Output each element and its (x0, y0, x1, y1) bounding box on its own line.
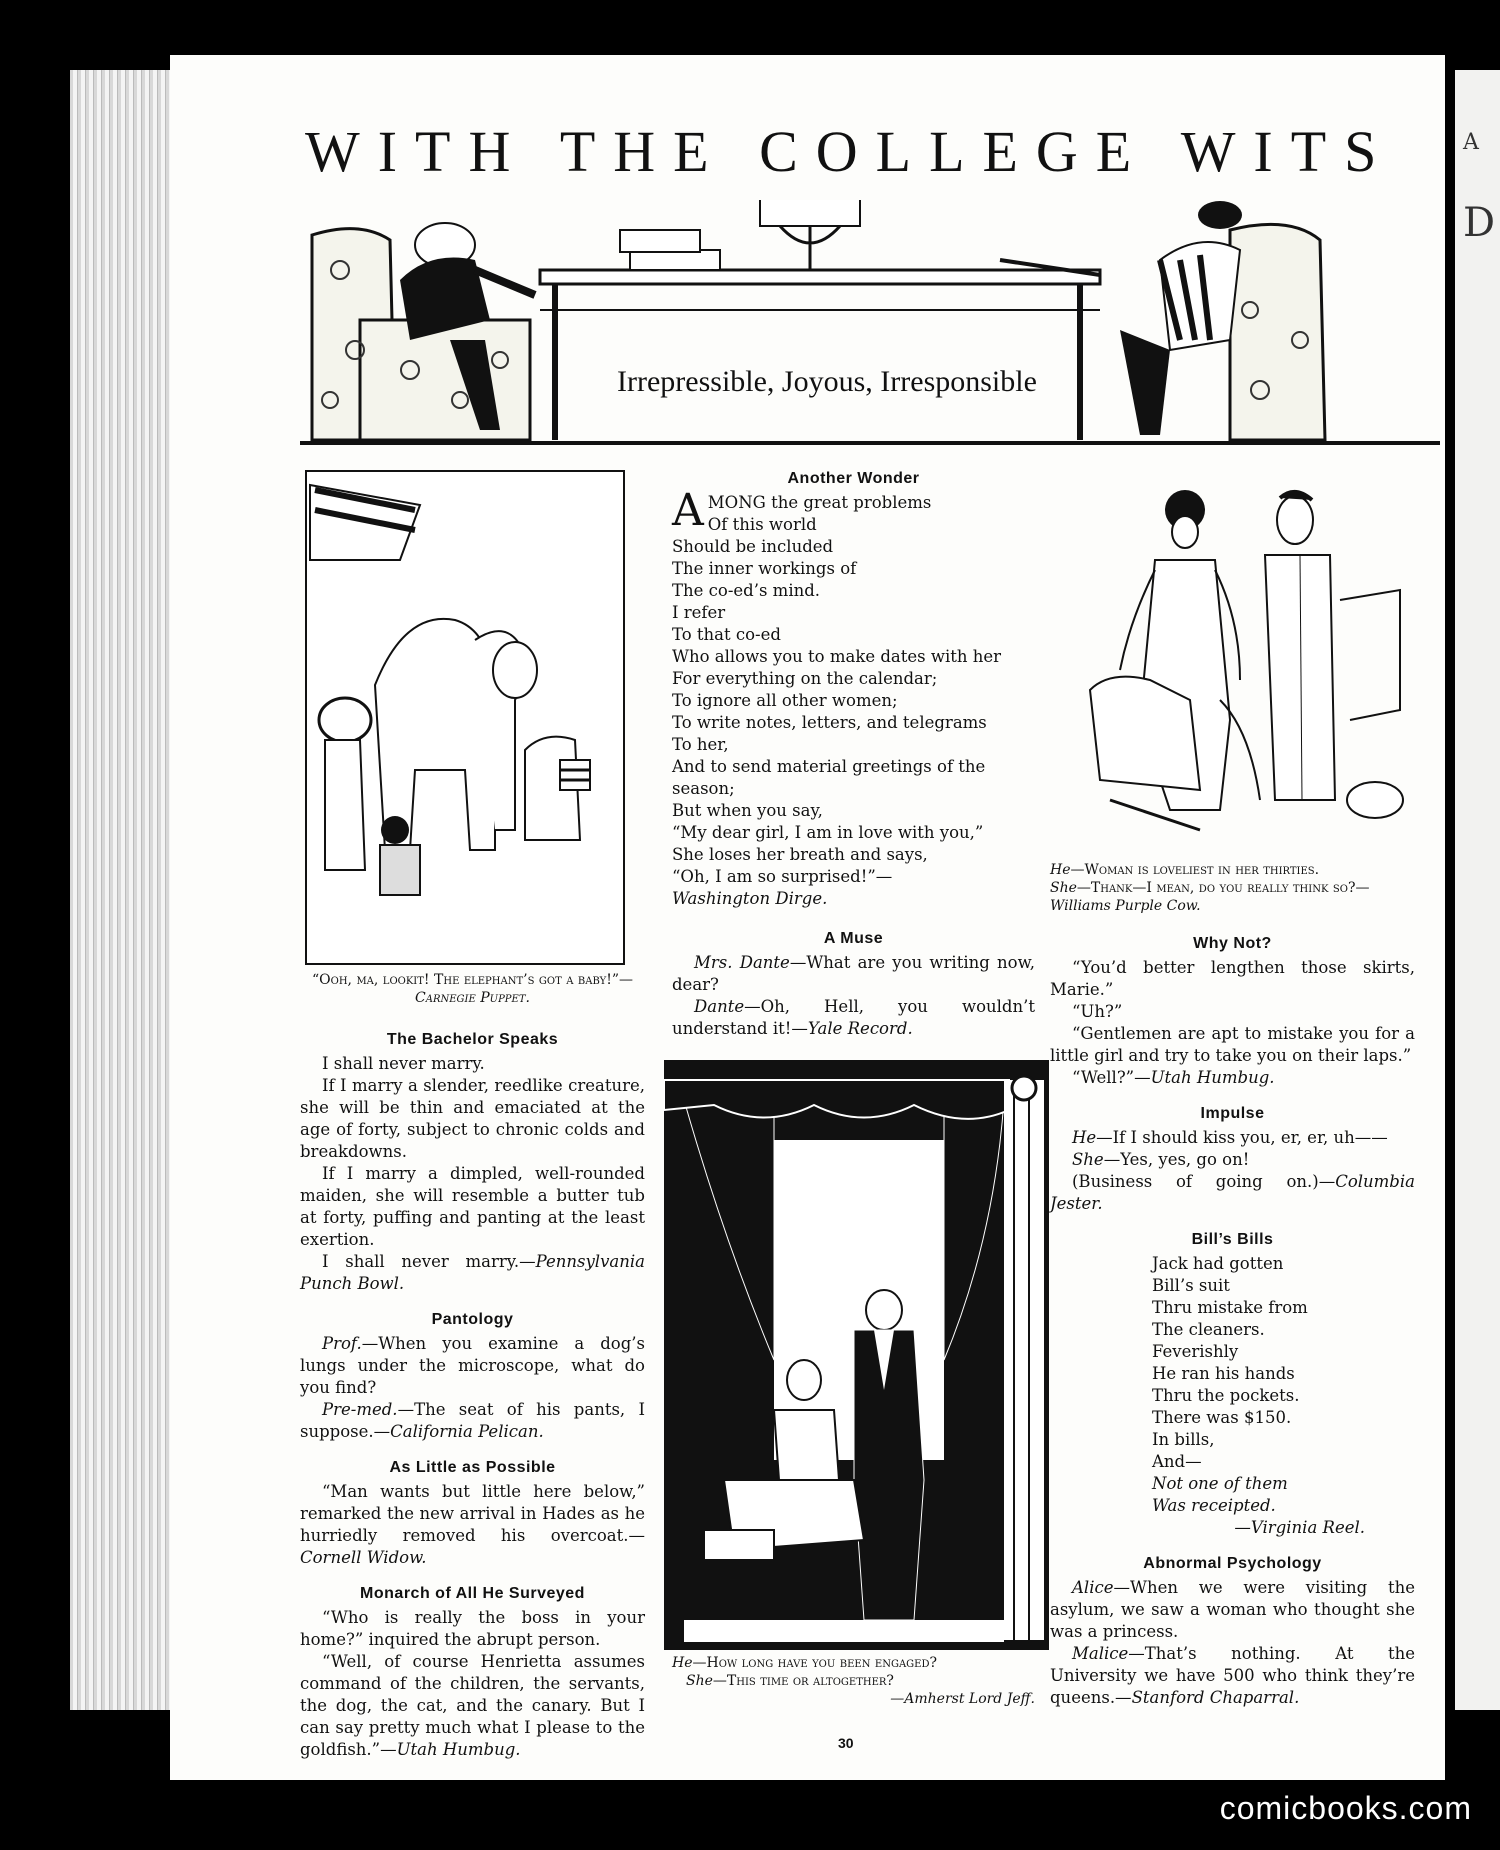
poem-line: And to send material greetings of the season; (672, 757, 986, 798)
whynot-heading: Why Not? (1193, 935, 1272, 952)
thirties-caption-speaker: He (1050, 862, 1071, 878)
poem-line: For everything on the calendar; (672, 669, 938, 688)
thirties-caption-source: Williams Purple Cow. (1050, 898, 1201, 914)
elephant-cartoon (305, 470, 625, 965)
poem-line: And— (1152, 1452, 1202, 1471)
whynot-paragraph: “Well?”— (1072, 1068, 1151, 1087)
poem-line: To ignore all other women; (672, 691, 898, 710)
muse-speaker: Dante (694, 997, 745, 1016)
poem-line: Feverishly (1152, 1342, 1239, 1361)
abnormal-speaker: Alice (1072, 1578, 1114, 1597)
abnormal-speaker: Malice (1072, 1644, 1129, 1663)
poem-line: The cleaners. (1152, 1320, 1265, 1339)
poem-line: Should be included (672, 537, 834, 556)
impulse-source: Columbia Jester. (1050, 1172, 1415, 1213)
poem-line: But when you say, (672, 801, 823, 820)
facing-page-edge (1455, 70, 1500, 1710)
bachelor-heading: The Bachelor Speaks (386, 1031, 559, 1048)
whynot-paragraph: “Uh?” (1072, 1002, 1123, 1021)
wonder-source: Washington Dirge. (672, 889, 828, 908)
whynot-source: Utah Humbug. (1150, 1068, 1275, 1087)
bachelor-paragraph: I shall never marry.— (322, 1252, 536, 1271)
engaged-caption-speaker: She (686, 1673, 713, 1689)
little-heading: As Little as Possible (389, 1459, 556, 1476)
wonder-heading: Another Wonder (787, 470, 920, 487)
engaged-caption-line: —This time or altogether? (712, 1673, 894, 1689)
muse-line: —Oh, Hell, you wouldn’t understand it!— (672, 997, 1035, 1038)
elephant-caption-source: Carnegie Puppet. (415, 990, 530, 1006)
impulse-line: (Business of going on.)— (1072, 1172, 1336, 1191)
poem-line: To write notes, letters, and telegrams (672, 713, 987, 732)
facing-page-letter: D (1463, 200, 1496, 246)
facing-page-letter: A (1463, 130, 1479, 155)
whynot-paragraph: “You’d better lengthen those skirts, Marie.” (1050, 958, 1415, 999)
bills-poem (1050, 1253, 1415, 1517)
page-title: WITH THE COLLEGE WITS (305, 119, 1395, 184)
poem-line: Who allows you to make dates with her (672, 647, 1002, 666)
monarch-paragraph: “Who is really the boss in your home?” inquired the abrupt person. (300, 1608, 645, 1649)
wonder-poem (672, 485, 1035, 888)
book-binding-edges (70, 70, 180, 1710)
bachelor-source: Pennsylvania Punch Bowl. (300, 1252, 645, 1293)
poem-line: There was $150. (1152, 1408, 1292, 1427)
muse-source: Yale Record. (807, 1019, 913, 1038)
poem-line: “Oh, I am so surprised!”— (672, 867, 893, 886)
monarch-heading: Monarch of All He Surveyed (360, 1585, 585, 1602)
engaged-caption-line: —How long have you been engaged? (692, 1655, 937, 1671)
muse-speaker: Mrs. Dante (694, 953, 790, 972)
poem-line: To her, (672, 735, 729, 754)
monarch-paragraph: “Well, of course Henrietta assumes command of the children, the servants, the dog, the cat, and the canary. But I can say pretty much what I please to the goldfish.”— (300, 1652, 645, 1759)
poem-line: Was receipted. (1152, 1496, 1276, 1515)
abnormal-line: —When we were visiting the asylum, we saw a woman who thought she was a princess. (1050, 1578, 1415, 1641)
pantology-source: California Pelican. (390, 1422, 544, 1441)
poem-line: Not one of them (1152, 1474, 1288, 1493)
pantology-line: —The seat of his pants, I suppose.— (300, 1400, 645, 1441)
little-source: Cornell Widow. (300, 1548, 427, 1567)
thirties-caption-line: —Thank—I mean, do you really think so?— (1076, 880, 1370, 896)
engaged-caption-source: —Amherst Lord Jeff. (890, 1691, 1035, 1707)
page-number: 30 (838, 1735, 854, 1751)
poem-line: Of this world (707, 515, 817, 534)
poem-line: The co-ed’s mind. (672, 581, 821, 600)
pantology-heading: Pantology (431, 1311, 514, 1328)
thirties-caption-line: —Woman is loveliest in her thirties. (1070, 862, 1320, 878)
poem-line: Thru the pockets. (1152, 1386, 1300, 1405)
pantology-speaker: Prof. (322, 1334, 362, 1353)
monarch-source: Utah Humbug. (396, 1740, 521, 1759)
muse-line: —What are you writing now, dear? (672, 953, 1035, 994)
page-subtitle: Irrepressible, Joyous, Irresponsible (617, 365, 1037, 398)
pantology-line: —When you examine a dog’s lungs under the microscope, what do you find? (300, 1334, 645, 1397)
poem-line: Thru mistake from (1152, 1298, 1308, 1317)
engaged-caption-speaker: He (672, 1655, 693, 1671)
poem-line: He ran his hands (1152, 1364, 1295, 1383)
poem-line: MONG the great problems (707, 493, 932, 512)
poem-line: She loses her breath and says, (672, 845, 928, 864)
thirties-caption-speaker: She (1050, 880, 1077, 896)
impulse-line: —If I should kiss you, er, er, uh—— (1096, 1128, 1388, 1147)
column-2 (672, 468, 1035, 1708)
thirties-couple-cartoon (1070, 470, 1415, 855)
wonder-dropcap: A (672, 485, 704, 536)
whynot-paragraph: “Gentlemen are apt to mistake you for a little girl and try to take you on their laps.” (1050, 1024, 1415, 1065)
column-3 (1050, 470, 1415, 1709)
poem-line: Bill’s suit (1152, 1276, 1230, 1295)
engaged-couple-cartoon (664, 1060, 1049, 1650)
watermark-text: comicbooks.com (1219, 1790, 1472, 1826)
impulse-speaker: She (1072, 1150, 1104, 1169)
poem-line: To that co-ed (672, 625, 781, 644)
elephant-caption: “Ooh, ma, lookit! The elephant’s got a baby!”— (311, 972, 634, 988)
bills-heading: Bill’s Bills (1191, 1231, 1274, 1248)
impulse-line: —Yes, yes, go on! (1103, 1150, 1250, 1169)
muse-heading: A Muse (823, 930, 884, 947)
impulse-heading: Impulse (1200, 1105, 1265, 1122)
poem-line: In bills, (1152, 1430, 1215, 1449)
poem-line: The inner workings of (672, 559, 857, 578)
pantology-speaker: Pre-med. (322, 1400, 398, 1419)
bachelor-paragraph: If I marry a slender, reedlike creature, she will be thin and emaciated at the age of forty, subject to chronic colds and breakdowns. (300, 1076, 645, 1161)
abnormal-line: —That’s nothing. At the University we have 500 who think they’re queens.— (1050, 1644, 1415, 1707)
bachelor-paragraph: I shall never marry. (322, 1054, 485, 1073)
bachelor-paragraph: If I marry a dimpled, well-rounded maiden, she will resemble a butter tub at forty, puffing and panting at the least exertion. (300, 1164, 645, 1249)
little-text: “Man wants but little here below,” remarked the new arrival in Hades as he hurriedly removed his overcoat.— (300, 1482, 645, 1545)
impulse-speaker: He (1072, 1128, 1097, 1147)
column-1 (300, 470, 645, 1761)
banner-illustration (300, 200, 1440, 445)
abnormal-source: Stanford Chaparral. (1131, 1688, 1300, 1707)
poem-line: Jack had gotten (1152, 1254, 1284, 1273)
abnormal-heading: Abnormal Psychology (1143, 1555, 1322, 1572)
poem-line: “My dear girl, I am in love with you,” (672, 823, 984, 842)
poem-line: I refer (672, 603, 726, 622)
bills-source: —Virginia Reel. (1234, 1518, 1365, 1537)
